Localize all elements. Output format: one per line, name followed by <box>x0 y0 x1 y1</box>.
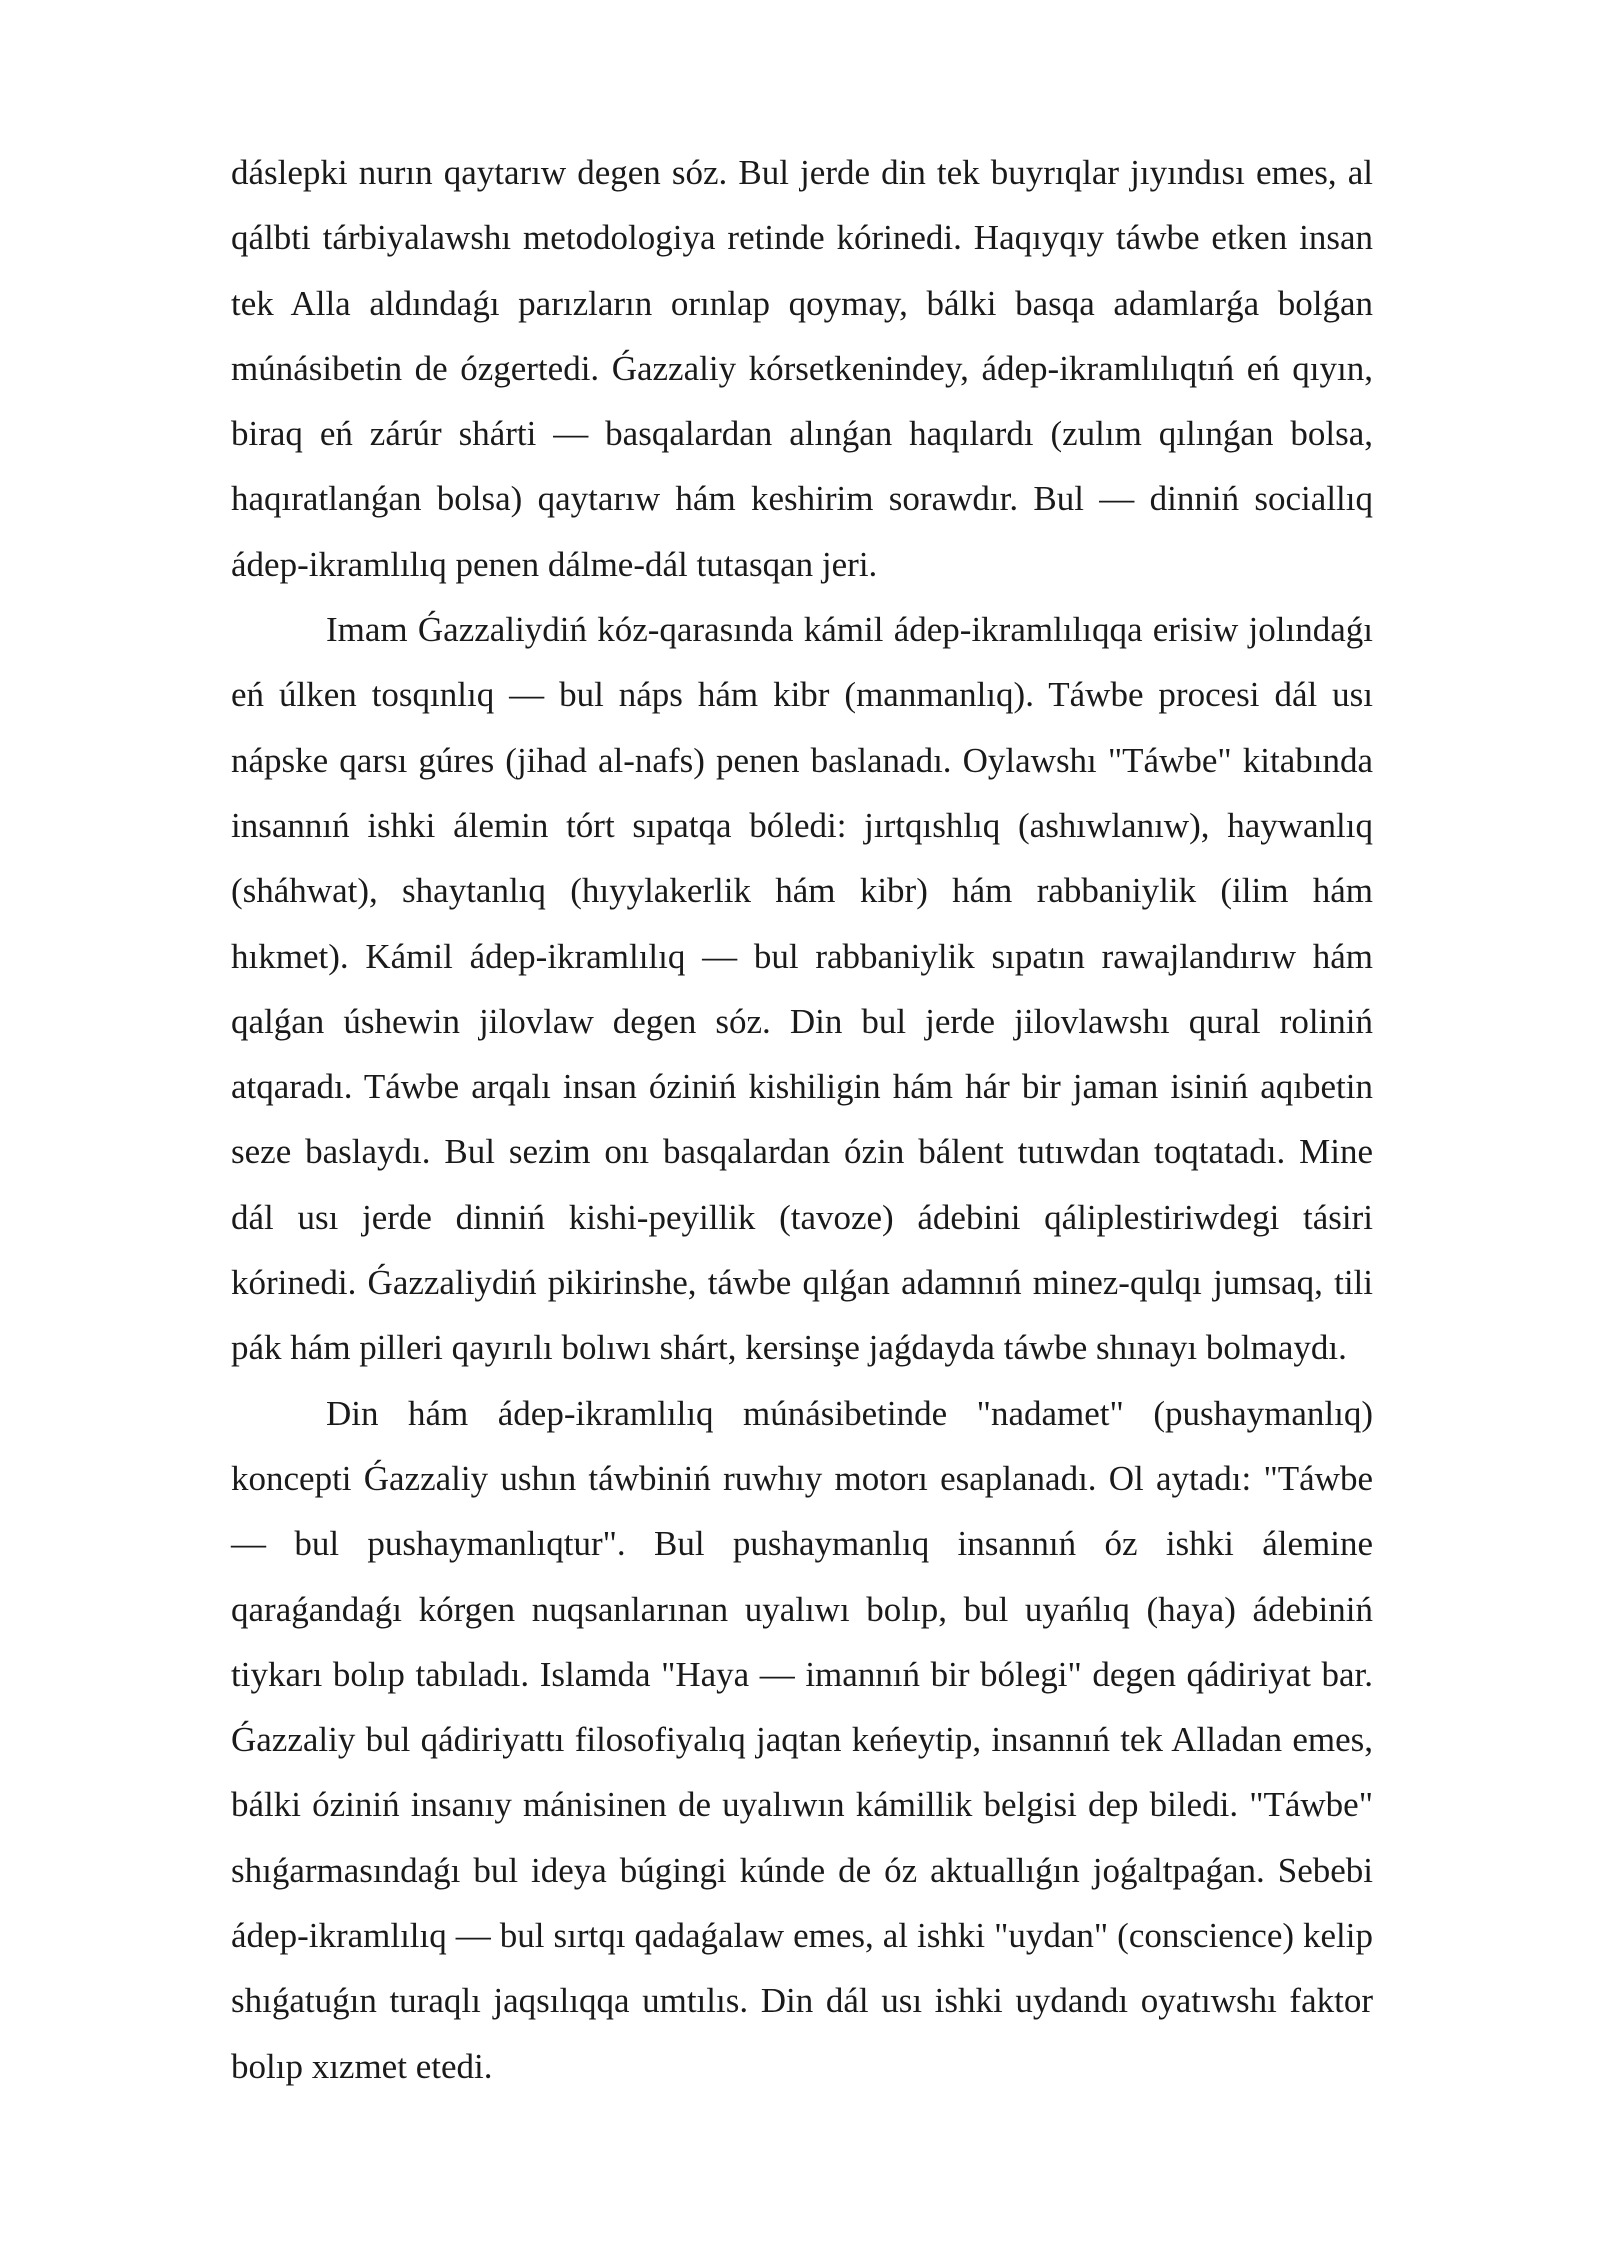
paragraph-3: Din hám ádep-ikramlılıq múnásibetinde "nadamet" (pushaymanlıq) koncepti Ǵazzaliy ushın táwbiniń ruwhıy motorı esaplanadı. Ol aytadı: "Táwbe — bul pushaymanlıqtur". Bul pushaymanlıq insannıń óz ishki álemine qaraǵandaǵı kórgen nuqsanlarınan uyalıwı bolıp, bul uyańlıq (haya) ádebiniń tiykarı bolıp tabıladı. Islamda "Haya — imannıń bir bólegi" degen qádiriyat bar. Ǵazzaliy bul qádiriyattı filosofiyalıq jaqtan keńeytip, insannıń tek Alladan emes, bálki óziniń insanıy mánisinen de uyalıwın kámillik belgisi dep biledi. "Táwbe" shıǵarmasındaǵı bul ideya búgingi kúnde de óz aktuallıǵın joǵaltpaǵan. Sebebi ádep-ikramlılıq — bul sırtqı qadaǵalaw emes, al ishki "uydan" (conscience) kelip shıǵatuǵın turaqlı jaqsılıqqa umtılıs. Din dál usı ishki uydandı oyatıwshı faktor bolıp xızmet etedi. <box>231 1393 1373 2086</box>
document-page <box>231 140 1373 2099</box>
paragraph-2: Imam Ǵazzaliydiń kóz-qarasında kámil ádep-ikramlılıqqa erisiw jolındaǵı eń úlken tosqınlıq — bul náps hám kibr (manmanlıq). Táwbe procesi dál usı nápske qarsı gúres (jihad al-nafs) penen baslanadı. Oylawshı "Táwbe" kitabında insannıń ishki álemin tórt sıpatqa bóledi: jırtqıshlıq (ashıwlanıw), haywanlıq (sháhwat), shaytanlıq (hıyylakerlik hám kibr) hám rabbaniylik (ilim hám hıkmet). Kámil ádep-ikramlılıq — bul rabbaniylik sıpatın rawajlandırıw hám qalǵan úshewin jilovlaw degen sóz. Din bul jerde jilovlawshı qural roliniń atqaradı. Táwbe arqalı insan óziniń kishiligin hám hár bir jaman isiniń aqıbetin seze baslaydı. Bul sezim onı basqalardan ózin bálent tutıwdan toqtatadı. Mine dál usı jerde dinniń kishi-peyillik (tavoze) ádebini qáliplestiriwdegi tásiri kórinedi. Ǵazzaliydiń pikirinshe, táwbe qılǵan adamnıń minez-qulqı jumsaq, tili pák hám pilleri qayırılı bolıwı shárt, kersinşe jaǵdayda táwbe shınayı bolmaydı. <box>231 610 1373 1368</box>
paragraph-1: dáslepki nurın qaytarıw degen sóz. Bul jerde din tek buyrıqlar jıyındısı emes, al qálbti tárbiyalawshı metodologiya retinde kórinedi. Haqıyqıy táwbe etken insan tek Alla aldındaǵı parızların orınlap qoymay, bálki basqa adamlarǵa bolǵan múnásibetin de ózgertedi. Ǵazzaliy kórsetkenindey, ádep-ikramlılıqtıń eń qıyın, biraq eń zárúr shárti — basqalardan alınǵan haqılardı (zulım qılınǵan bolsa, haqıratlanǵan bolsa) qaytarıw hám keshirim sorawdır. Bul — dinniń sociallıq ádep-ikramlılıq penen dálme-dál tutasqan jeri. <box>231 153 1373 584</box>
